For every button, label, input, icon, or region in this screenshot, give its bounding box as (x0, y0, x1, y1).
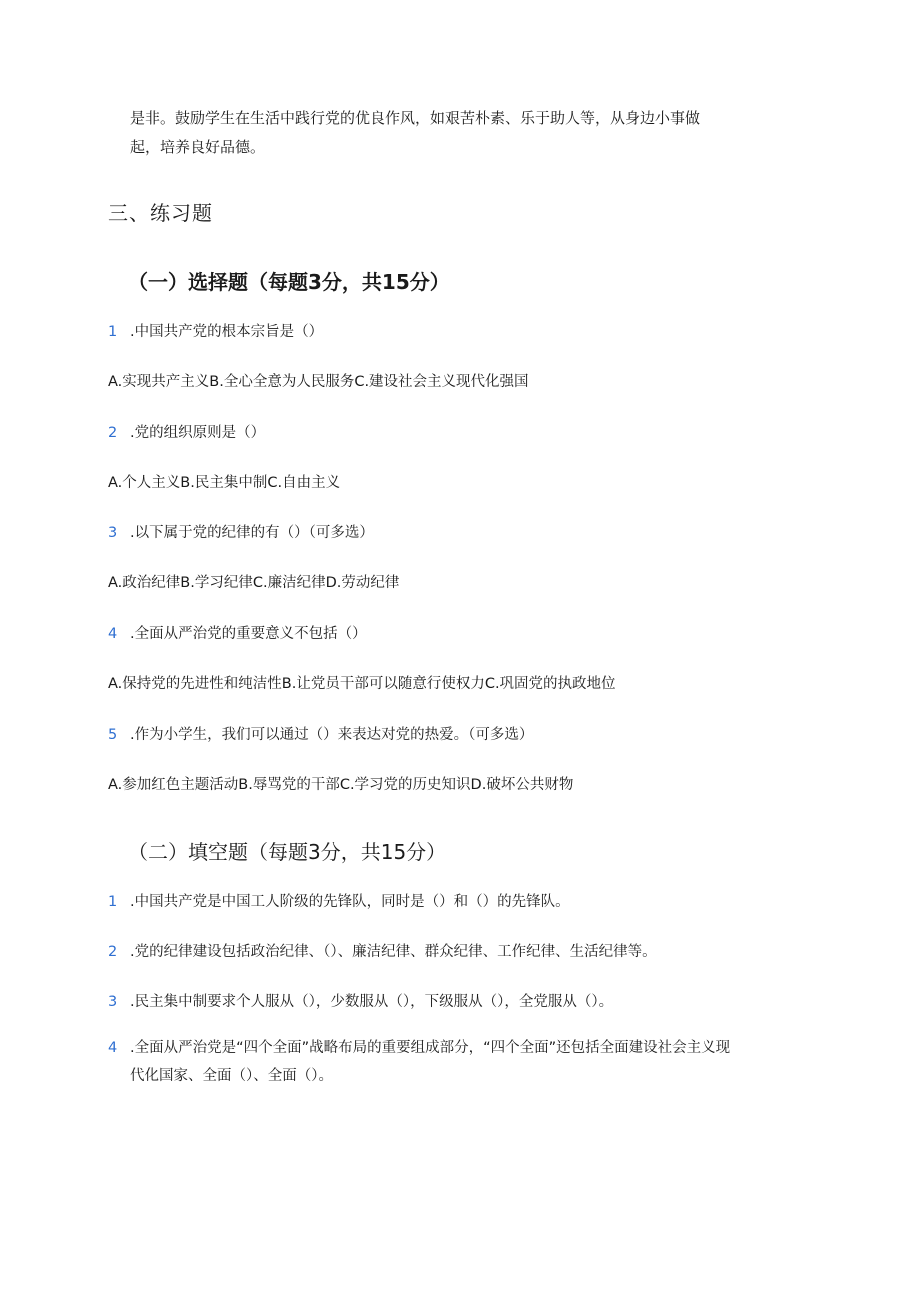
question-text: .党的组织原则是（） (130, 425, 266, 441)
question-number: 3 (108, 994, 118, 1010)
question-number: 4 (108, 1040, 118, 1056)
choice-question-2 (108, 421, 265, 442)
fill-question-4-continued: 代化国家、全面（）、全面（）。 (130, 1068, 333, 1084)
choice-question-3 (108, 521, 374, 542)
question-number: 4 (108, 626, 118, 642)
question-text: .全面从严治党的重要意义不包括（） (130, 626, 367, 642)
section-title: 三、练习题 (108, 201, 213, 225)
choice-options-3: A.政治纪律B.学习纪律C.廉洁纪律D.劳动纪律 (108, 575, 400, 591)
question-number: 2 (108, 944, 118, 960)
question-number: 2 (108, 425, 118, 441)
question-text: .民主集中制要求个人服从（），少数服从（），下级服从（），全党服从（）。 (130, 994, 614, 1010)
question-number: 1 (108, 324, 118, 340)
question-number: 5 (108, 727, 118, 743)
fill-section-title: （二）填空题（每题3分，共15分） (128, 840, 447, 864)
choice-options-2: A.个人主义B.民主集中制C.自由主义 (108, 475, 341, 491)
choice-question-4 (108, 622, 367, 643)
question-number: 3 (108, 525, 118, 541)
question-text: .中国共产党的根本宗旨是（） (130, 324, 324, 340)
fill-question-3 (108, 990, 613, 1011)
choice-options-5: A.参加红色主题活动B.辱骂党的干部C.学习党的历史知识D.破坏公共财物 (108, 777, 574, 793)
choice-question-5 (108, 723, 533, 744)
choice-question-1 (108, 320, 323, 341)
intro-line-2: 起，培养良好品德。 (130, 138, 266, 156)
fill-question-2 (108, 940, 657, 961)
fill-question-1 (108, 890, 570, 911)
choice-options-4: A.保持党的先进性和纯洁性B.让党员干部可以随意行使权力C.巩固党的执政地位 (108, 676, 616, 692)
choice-options-1: A.实现共产主义B.全心全意为人民服务C.建设社会主义现代化强国 (108, 374, 529, 390)
fill-question-4 (108, 1036, 730, 1057)
question-text: .以下属于党的纪律的有（）（可多选） (130, 525, 374, 541)
question-text: .全面从严治党是“四个全面”战略布局的重要组成部分，“四个全面”还包括全面建设社会主义现 (130, 1040, 731, 1056)
question-text: .党的纪律建设包括政治纪律、（）、廉洁纪律、群众纪律、工作纪律、生活纪律等。 (130, 944, 657, 960)
choice-section-title: （一）选择题（每题3分，共15分） (128, 270, 450, 294)
intro-line-1: 是非。鼓励学生在生活中践行党的优良作风，如艰苦朴素、乐于助人等，从身边小事做 (130, 109, 701, 127)
question-text: .作为小学生，我们可以通过（）来表达对党的热爱。（可多选） (130, 727, 534, 743)
question-number: 1 (108, 894, 118, 910)
question-text: .中国共产党是中国工人阶级的先锋队，同时是（）和（）的先锋队。 (130, 894, 570, 910)
